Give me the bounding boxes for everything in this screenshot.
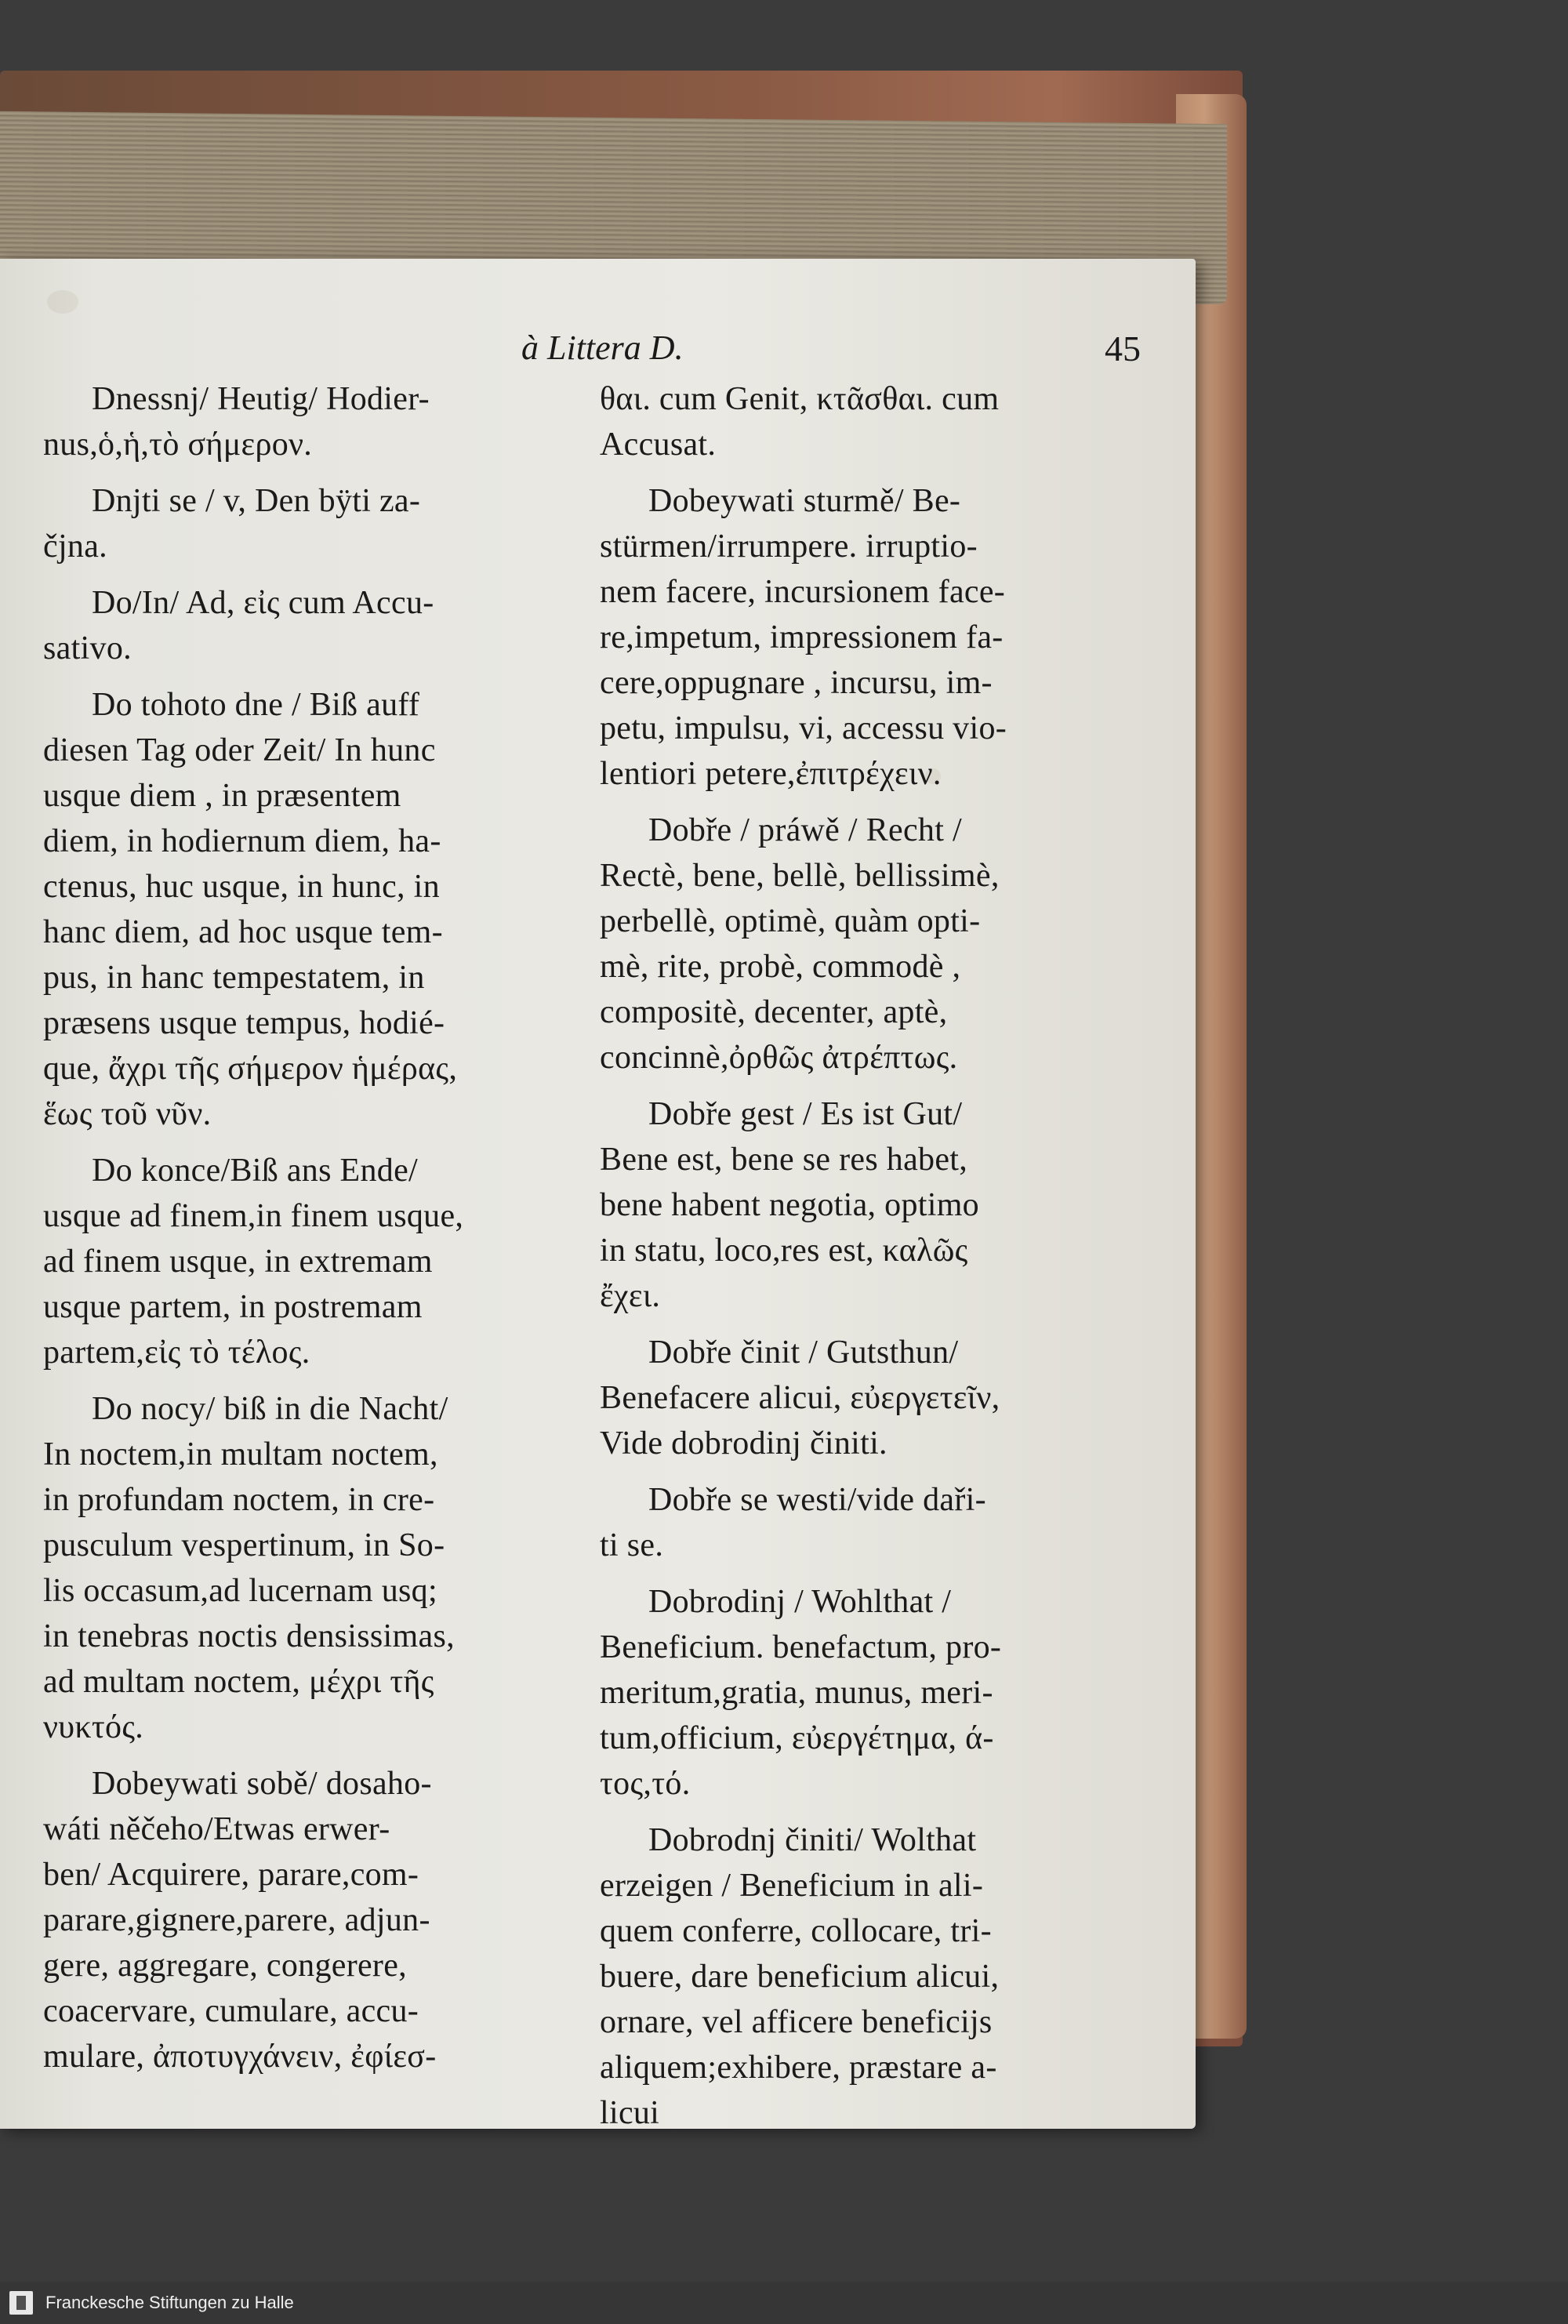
text-line: diesen Tag oder Zeit/ In hunc (43, 732, 436, 768)
text-line: in profundam noctem, in cre- (43, 1482, 435, 1518)
text-line: Dobře gest / Es ist Gut/ (648, 1096, 963, 1132)
left-column (43, 376, 592, 2090)
text-line: aliquem;exhibere, præstare a- (600, 2050, 997, 2086)
text-line: nus,ὁ,ἡ,τὸ σήμερον. (43, 427, 313, 463)
dictionary-entry (43, 1761, 592, 2079)
text-line: Benefacere alicui, εὐεργετεῖν, (600, 1380, 1000, 1416)
text-line: Dnessnj/ Heutig/ Hodier- (92, 381, 430, 417)
text-line: gere, aggregare, congerere, (43, 1948, 407, 1984)
text-line: Dobeywati sturmě/ Be- (648, 483, 961, 519)
text-line: Do tohoto dne / Biß auff (92, 687, 420, 723)
text-line: Do konce/Biß ans Ende/ (92, 1153, 419, 1189)
text-line: ben/ Acquirere, parare,com- (43, 1857, 419, 1893)
text-line: Dnjti se / v, Den bÿti za- (92, 483, 421, 519)
dictionary-entry (600, 376, 1149, 467)
footer-bar (0, 2282, 1568, 2324)
text-line: partem,εἰς τὸ τέλος. (43, 1334, 310, 1371)
text-line: Dobře činit / Gutsthun/ (648, 1334, 959, 1371)
text-line: concinnè,ὀρθῶς ἀτρέπτως. (600, 1040, 958, 1076)
dictionary-entry (43, 376, 592, 467)
text-line: τος,τό. (600, 1766, 691, 1802)
text-line: Beneficium. benefactum, pro- (600, 1629, 1002, 1665)
text-line: hanc diem, ad hoc usque tem- (43, 914, 443, 950)
text-line: tum,officium, εὐεργέτημα, ά- (600, 1720, 994, 1756)
text-line: mulare, ἀποτυγχάνειν, ἐφίεσ- (43, 2039, 437, 2075)
text-line: ἕως τοῦ νῦν. (43, 1096, 212, 1132)
text-line: usque diem , in præsentem (43, 778, 401, 814)
text-line: νυκτός. (43, 1709, 144, 1745)
text-line: Dobře / práwě / Recht / (648, 812, 962, 848)
text-line: usque partem, in postremam (43, 1289, 423, 1325)
institution-logo-icon (9, 2291, 33, 2315)
text-line: Vide dobrodinj činiti. (600, 1425, 887, 1462)
text-line: Dobeywati sobě/ dosaho- (92, 1766, 432, 1802)
text-line: nem facere, incursionem face- (600, 574, 1006, 610)
text-line: bene habent negotia, optimo (600, 1187, 979, 1223)
text-line: Dobře se westi/vide daři- (648, 1482, 986, 1518)
page-number: 45 (1105, 329, 1141, 369)
text-line: ti se. (600, 1527, 664, 1563)
text-line: licui (600, 2095, 660, 2131)
text-line: lentiori petere,ἐπιτρέχειν. (600, 756, 942, 792)
dictionary-entry (600, 478, 1149, 797)
dictionary-entry (43, 682, 592, 1137)
text-line: Do/In/ Ad, εἰς cum Accu- (92, 585, 434, 621)
text-line: cere,oppugnare , incursu, im- (600, 665, 993, 701)
text-line: buere, dare beneficium alicui, (600, 1959, 1000, 1995)
text-line: ad multam noctem, μέχρι τῆς (43, 1664, 434, 1700)
dictionary-entry (43, 580, 592, 671)
right-column (600, 376, 1149, 2147)
text-line: quem conferre, collocare, tri- (600, 1913, 992, 1949)
dictionary-entry (600, 1817, 1149, 2136)
running-head: à Littera D. (521, 329, 684, 367)
text-line: Rectè, bene, bellè, bellissimè, (600, 858, 1000, 894)
text-line: parare,gignere,parere, adjun- (43, 1902, 430, 1938)
text-line: usque ad finem,in finem usque, (43, 1198, 464, 1234)
text-line: θαι. cum Genit, κτᾶσθαι. cum (600, 381, 1000, 417)
text-line: pus, in hanc tempestatem, in (43, 960, 425, 996)
dictionary-entry (600, 1579, 1149, 1807)
text-line: ἔχει. (600, 1278, 661, 1314)
text-line: coacervare, cumulare, accu- (43, 1993, 419, 2029)
text-line: in tenebras noctis densissimas, (43, 1618, 455, 1654)
text-line: ad finem usque, in extremam (43, 1244, 433, 1280)
text-line: čjna. (43, 528, 107, 565)
text-line: erzeigen / Beneficium in ali- (600, 1868, 984, 1904)
text-line: ornare, vel afficere beneficijs (600, 2004, 993, 2040)
dictionary-entry (600, 808, 1149, 1080)
text-line: stürmen/irrumpere. irruptio- (600, 528, 978, 565)
text-line: In noctem,in multam noctem, (43, 1436, 438, 1472)
text-line: wáti něčeho/Etwas erwer- (43, 1811, 390, 1847)
dictionary-entry (600, 1091, 1149, 1319)
text-line: Dobrodinj / Wohlthat / (648, 1584, 952, 1620)
page-stain (47, 290, 78, 314)
text-line: re,impetum, impressionem fa- (600, 619, 1004, 655)
text-line: meritum,gratia, munus, meri- (600, 1675, 993, 1711)
text-line: diem, in hodiernum diem, ha- (43, 823, 441, 859)
text-line: Bene est, bene se res habet, (600, 1142, 968, 1178)
text-line: ctenus, huc usque, in hunc, in (43, 869, 440, 905)
text-line: perbellè, optimè, quàm opti- (600, 903, 981, 939)
page-content (43, 328, 1149, 2131)
dictionary-entry (600, 1477, 1149, 1568)
text-line: mè, rite, probè, commodè , (600, 949, 961, 985)
text-line: Do nocy/ biß in die Nacht/ (92, 1391, 448, 1427)
text-line: Accusat. (600, 427, 717, 463)
text-line: sativo. (43, 630, 132, 666)
text-line: compositè, decenter, aptè, (600, 994, 948, 1030)
dictionary-entry (600, 1330, 1149, 1466)
text-line: petu, impulsu, vi, accessu vio- (600, 710, 1007, 746)
dictionary-entry (43, 1148, 592, 1375)
text-line: Dobrodnj činiti/ Wolthat (648, 1822, 977, 1858)
text-line: que, ἄχρι τῆς σήμερον ἡμέρας, (43, 1051, 458, 1087)
footer-credit: Franckesche Stiftungen zu Halle (45, 2293, 294, 2312)
dictionary-entry (43, 478, 592, 569)
book-page (0, 259, 1196, 2129)
text-line: lis occasum,ad lucernam usq; (43, 1573, 437, 1609)
text-line: præsens usque tempus, hodié- (43, 1005, 445, 1041)
dictionary-entry (43, 1386, 592, 1750)
text-line: pusculum vespertinum, in So- (43, 1527, 445, 1563)
text-line: in statu, loco,res est, καλῶς (600, 1233, 968, 1269)
